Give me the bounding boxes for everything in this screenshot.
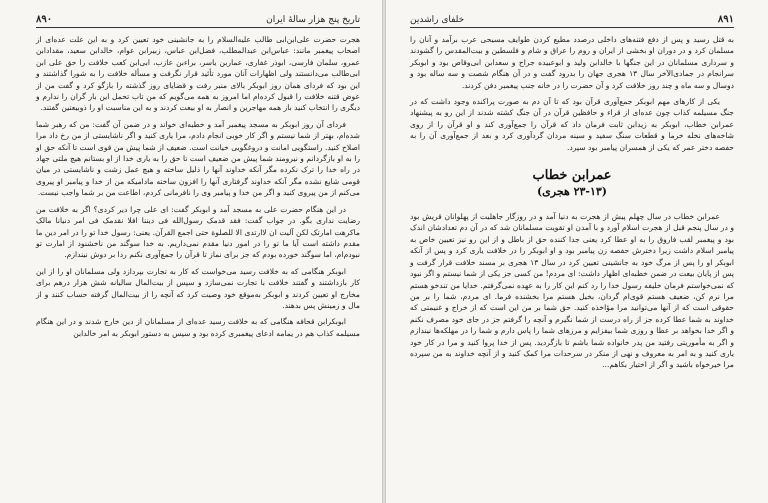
right-page-header bbox=[410, 14, 734, 28]
right-page-body-continued bbox=[410, 211, 734, 371]
left-paragraph: ابوبکرابن قحافه هنگامی که به خلافت رسید عده‌ای از مسلمانان از دین خارج شدند و در این هنگام مسیلمه کذاب هم در یمامه ادعای پیغمبری کرده بود و سپس به دستور ابوبکر به امر خالدابن bbox=[36, 317, 360, 338]
section-heading bbox=[410, 167, 734, 199]
left-page bbox=[0, 0, 382, 503]
left-page-body bbox=[36, 34, 360, 339]
left-page-header bbox=[36, 14, 360, 28]
left-running-title: تاریخ پنج هزار سالهٔ ایران bbox=[266, 15, 360, 25]
left-paragraph: فردای آن روز ابوبکر به مسجد پیغمبر آمد و خطبه‌ای خواند و در ضمن آن گفت: من که رهبر شما شده‌ام، بهتر از شما نیستم و اگر کار خوبی انجام دادم، مرا یاری کنید و اگر ناشایستی از من رخ داد مرا اصلاح کنید. راستگویی امانت و دروغگویی خیانت است. ضعیف از شما پیش من قوی است تا آنکه حق او را به او بازگردانم و نیرومند شما پیش من ضعیف است تا حق را به یاری خدا از او بستانم هیچ ملتی جهاد در راه خدا را ترک نکرده مگر آنکه خداوند آنها را ذلیل ساخته و هیچ عمل زشت و ناشایستی در میان قومی شایع نشده مگر آنکه خداوند گرفتاری آنها را افزون ساخته مادامیکه من از خدا و پیامبر او پیروی می‌کنم از من پیروی کنید و اگر من خدا و پیامبر وی را نافرمانی کردم، اطاعت من بر شما واجب نیست. bbox=[36, 119, 360, 198]
left-page-number: ۸۹۰ bbox=[36, 14, 53, 25]
right-page-number: ۸۹۱ bbox=[717, 14, 734, 25]
section-title: عمرابن خطاب bbox=[532, 168, 612, 184]
right-paragraph: به قتل رسید و پس از دفع فتنه‌های داخلی درصدد مطیع کردن طوایف مسیحی عرب برآمد و آنان را مسلمان کرد و در دوران او بخشی از ایران و روم را عراق و شام و فلسطین و بیت‌المقدس را گشودند و سرداری مسلمانان در این جنگها با خالدابن ولید و ابوعبیده جراح و سعدابن ابی‌وقاص بود و ابوبکر سرانجام در جمادی‌الآخر سال ۱۳ هجری جهان را بدرود گفت و در آن هنگام شصت و سه ساله بود و دوسال و سه ماه و چند روز خلافت کرد و آن حضرت را در خانه جنب پیغمبر دفن کردند. bbox=[410, 35, 735, 90]
left-paragraph: در این هنگام حضرت علی به مسجد آمد و ابوبکر گفت: ای علی چرا دیر کردی؟ اگر به خلافت من رضایت نداری بگو. در جواب گفت: فقد قدمک رسول‌الله فی دیننا افلا نقدمک فی امر دنیانا مالک ماکرهت امارتک لکن آلیت ان لاارتدی الا للصلوة حتی اجمع القرآن. یعنی: رسول خدا تو را در امر دین ما مقدم داشته است آیا ما تو را در امور دنیا مقدم نمی‌داریم. به خدا سوگند من ناخشنود از امارت تو نبودم‌ام، اما سوگند خورده بودم که جز برای نماز تا قرآن را جمع‌آوری نکنم ردا بر دوش نیندازم. bbox=[36, 204, 360, 260]
left-paragraph: هجرت حضرت علی‌ابن‌ابی طالب علیه‌السلام را به جانشینی خود تعیین کرد و به این علت عده‌ای از اصحاب پیغمبر مانند: عباس‌ابن عبدالمطلب، فضل‌ابن عباس، زبیرابن عوام، خالدابن سعید، مقدادابن عمرو، سلمان فارسی، ابوذر غفاری، عماربن یاسر، براءبن عازب، ابی‌ابن کعب خلافت را حق علی ابن ابی‌طالب می‌دانستند ولی اظهارات آنان مورد تأئید قرار نگرفت و مسأله خلافت را به شورا گذاشتند و این بود که فردای همان روز ابوبکر بالای منبر رفت و قضایای روز گذشته را بازگو کرد و گفت من از عوض قتنه خلافت را قبول کرده‌ام اما امروز به همه می‌گویم که من تاب تحمل این بار گران را ندارم و دیگری را انتخاب کنید باز همه مهاجرین و انصار به او بیعت کردند و به این مناسبت او را ذوبیعتین گفتند. bbox=[36, 35, 360, 113]
right-page bbox=[386, 0, 768, 503]
right-paragraph: عمرابن خطاب در سال چهلم پیش از هجرت به دنیا آمد و در روزگار جاهلیت از پهلوانان قریش بود و در سال پنجم قبل از هجرت اسلام آورد و با آمدن او تقویت مسلمانان شد که در آن دم تعدادشان اندک بود و پیغمبر لقب فاروق را به او عطا کرد یعنی جدا کننده حق از باطل و از این رو نیز تعیین خاص به پیامبر اسلام داشت زیرا دخترش حفصه زن پیامبر بود و او ابوبکر را در خلافت یاری کرد و پس از آنکه ابوبکر او را پس از مرگ خود به جانشینی تعیین کرد در سال ۱۳ هجری بر مسند خلافت قرار گرفت و پس از پایان بیعت در ضمن خطبه‌ای اظهار داشت: ای مردم! من کسی جز یکی از شما نیستم و اگر نبود که نمی‌خواستم فرمان خلیفه رسول خدا را رد کنم این کار را به عهده نمی‌گرفتم. خدایا من تندخو هستم مرا نرم کن، ضعیف هستم قوی‌ام گردان، بخیل هستم مرا بخشنده فرما. ای مردم، شما را بر من حقوقی است که از آنها می‌توانید مرا مؤاخذه کنید. حق شما بر من این است که از خراج و غنیمتی که خداوند به شما عطا کرده جز از راه درست از شما نگیرم و آنچه را گرفتم جز در جای خود مصرف نکنم و اگر خدا بخواهد بر عطا و روزی شما بیفزایم و مرزهای شما را پاس دارم و شما را در مهلکه‌ها نیندازم و اگر به مأموریتی رفتید من پدر خانواده شما باشم تا بازگردید. پس از خدا پروا کنید و مرا در کار خود یاری کنید و به امر به معروف و نهی از منکر در سرحدات مرا کمک کنید و از آنچه خداوند به من سپرده مرا خیرخواه باشید و اگر از اختیار بکاهم... bbox=[410, 212, 734, 370]
section-dates: (۲۳-۱۳ هجری) bbox=[536, 185, 608, 199]
left-paragraph: ابوبکر هنگامی که به خلافت رسید می‌خواست که کار به تجارت بپردازد ولی مسلمانان او را از این کار بازداشتند و گفتند خلافت با تجارت نمی‌سازد و سپس از بیت‌المال سالیانه شش هزار درهم برای مخارج او تعیین کردند و ابوبکر به‌موقع خود وصیت کرد که آنچه را از بیت‌المال گرفته حساب کنند و از مال و زمینش پس بدهند. bbox=[36, 266, 360, 310]
right-paragraph: یکی از کارهای مهم ابوبکر جمع‌آوری قرآن بود که تا آن دم به صورت پراکنده وجود داشت که در جنگ مسیلمه کذاب چون عده‌ای از قراء و حافظین قرآن در آن جنگ کشته شدند از این رو به پیشنهاد عمرابن خطاب، ابوبکر به زیدابن ثابت فرمان داد که قرآن را جمع‌آوری کند و او قرآن را از روی شاخه‌های نخله خرما و قطعات سنگ سفید و سینه مردان گردآوری کرد و بعد از جمع‌آوری آن را به حفصه دختر عمر که یکی از همسران پیامبر بود سپرد. bbox=[410, 97, 734, 152]
right-running-title: خلفای راشدین bbox=[410, 15, 465, 25]
right-page-body bbox=[410, 34, 734, 153]
